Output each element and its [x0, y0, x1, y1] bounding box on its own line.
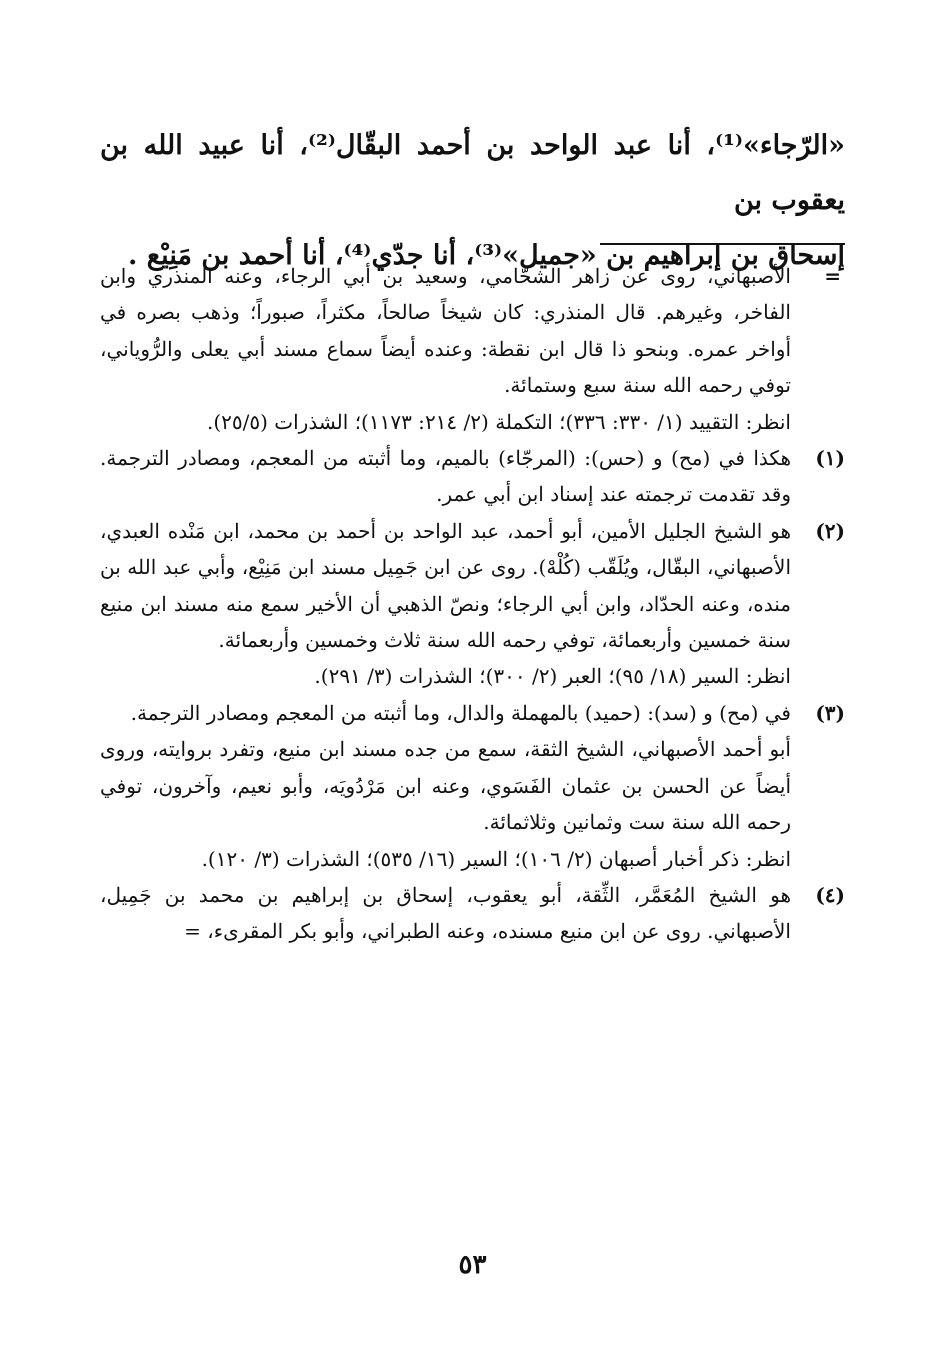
footnote-text: أبو أحمد الأصبهاني، الشيخ الثقة، سمع من جده مسند ابن منيع، وتفرد بروايته، وروى أيضاً عن الحسن بن عثمان الفَسَوي، وعنه ابن مَرْدُويَه، وأبو نعيم، وآخرون، توفي رحمه الله سنة ست وثمانين وثلاثمائة. [100, 737, 791, 835]
footnote-number: (١) [815, 446, 845, 471]
continuation-marker: = [824, 264, 841, 288]
footnote-text: هو الشيخ الجليل الأمين، أبو أحمد، عبد الواحد بن أحمد بن محمد، ابن مَنْده العبدي، الأصبهاني، البقّال، ويُلَقّب (كُلْهْ). روى عن ابن جَمِيل مسند ابن مَنِيْع، وأبي عبد الله بن منده، وعنه الحدّاد، وابن أبي الرجاء؛ ونصّ الذهبي أن الأخير سمع منه مسند ابن منيع سنة خمسين وأربعمائة، توفي رحمه الله سنة ثلاث وخمسين وأربعمائة. [100, 518, 791, 653]
footnote-separator [600, 243, 845, 245]
footnote-4 [100, 877, 845, 950]
footnote-number: (٣) [815, 700, 845, 725]
footnote-text: في (مح) و (سد): (حميد) بالمهملة والدال، وما أثبته من المعجم ومصادر الترجمة. [130, 700, 791, 725]
footnote-text: هكذا في (مح) و (حس): (المرجّاء) بالميم، وما أثبته من المعجم، ومصادر الترجمة. وقد تقدمت ترجمته عند إسناد ابن أبي عمر. [100, 446, 791, 507]
footnote-text: هو الشيخ المُعَمَّر، الثِّقة، أبو يعقوب، إسحاق بن إبراهيم بن محمد بن جَمِيل، الأصبهاني. روى عن ابن منيع مسنده، وعنه الطبراني، وأبو بكر المقرىء، = [100, 882, 791, 944]
footnote-ref: انظر: ذكر أخبار أصبهان (٢/ ١٠٦)؛ السير (١٦/ ٥٣٥)؛ الشذرات (٣/ ١٢٠). [201, 846, 791, 871]
page-number: ٥٣ [458, 1250, 487, 1280]
footnotes [100, 258, 845, 950]
footnote-number: (٤) [815, 882, 845, 907]
footnote-number: (٢) [815, 518, 845, 543]
footnote-continuation [100, 258, 845, 440]
main-line-1: «الرّجاء»⁽¹⁾، أنا عبد الواحد بن أحمد البقّال⁽²⁾، أنا عبيد الله بن يعقوب بن [100, 130, 845, 216]
footnote-2 [100, 513, 845, 695]
footnote-ref: انظر: السير (١٨/ ٩٥)؛ العبر (٢/ ٣٠٠)؛ الشذرات (٣/ ٢٩١). [314, 664, 791, 689]
footnote-3 [100, 695, 845, 877]
footnote-1 [100, 440, 845, 513]
continuation-text: الأصبهاني، روى عن زاهر الشحّامي، وسعيد بن أبي الرجاء، وعنه المنذري وابن الفاخر، وغيرهم. قال المنذري: كان شيخاً صالحاً، مكثراً، صبوراً؛ وذهب بصره في أواخر عمره. وبنحو ذا قال ابن نقطة: وعنده أيضاً سماع مسند أبي يعلى والرُّوياني، توفي رحمه الله سنة سبع وستمائة. [100, 264, 791, 398]
main-line-2: إسحاق بن إبراهيم بن «جميل»⁽³⁾، أنا جدّي⁽⁴⁾، أنا أحمد بن مَنِيْع . [128, 240, 845, 271]
continuation-ref: انظر: التقييد (١/ ٣٣٠: ٣٣٦)؛ التكملة (٢/ ٢١٤: ١١٧٣)؛ الشذرات (٢٥/٥). [207, 409, 791, 434]
